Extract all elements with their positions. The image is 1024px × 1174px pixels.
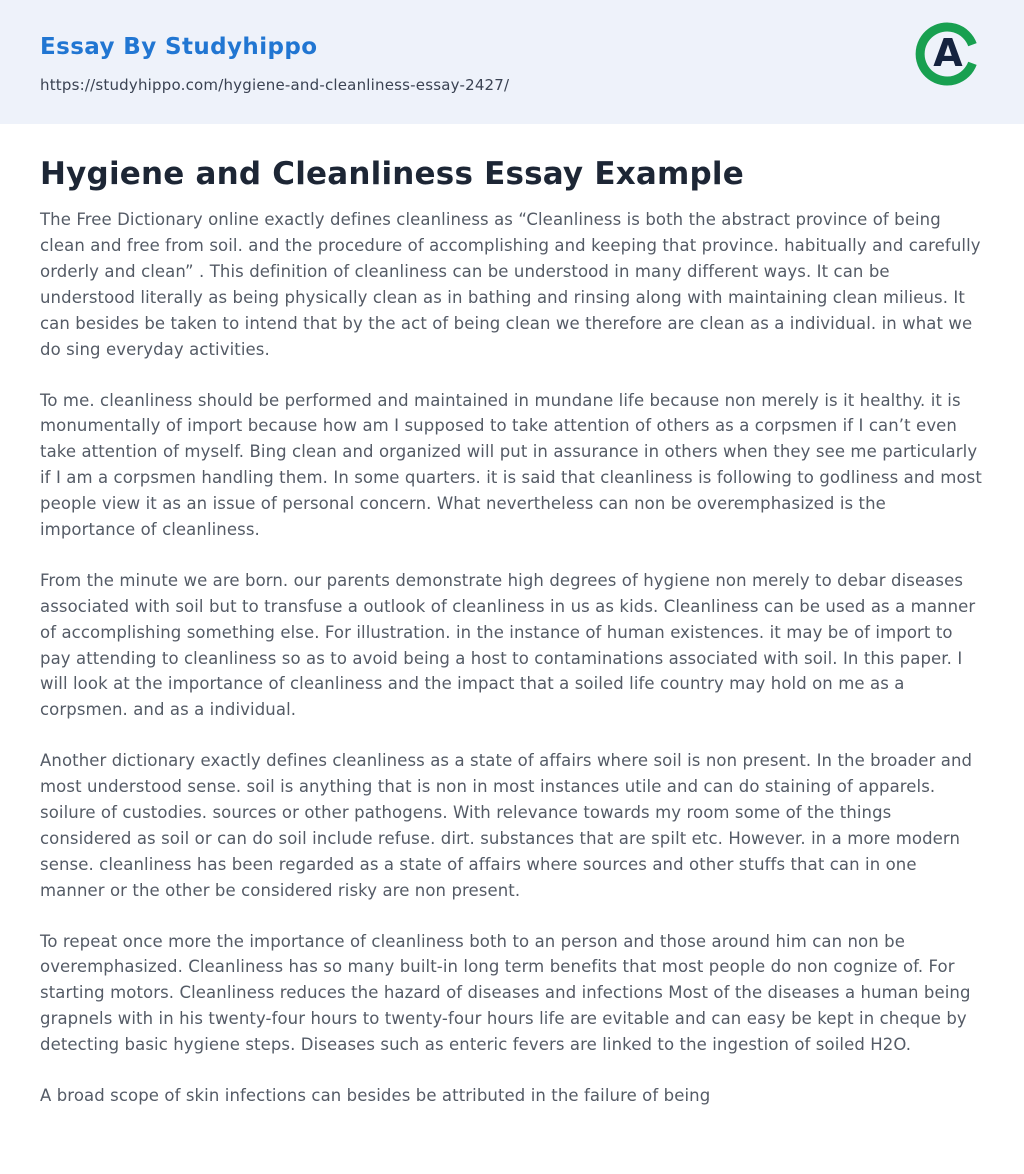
essay-paragraph-5: To repeat once more the importance of cleanliness both to an person and those around him can non be overemphasized. Cleanliness has so many built-in long term benefits that most people do non cognize of. For starting motors. Cleanliness reduces the hazard of diseases and infections Most of the diseases a human being grapnels with in his twenty-four hours to twenty-four hours life are evitable and can easy be kept in cheque by detecting basic hygiene steps. Diseases such as enteric fevers are linked to the ingestion of soiled H2O. (40, 931, 971, 1055)
page-header (0, 0, 1024, 124)
studyhippo-logo-icon[interactable] (912, 18, 984, 90)
essay-paragraph-1: The Free Dictionary online exactly defines cleanliness as “Cleanliness is both the abstract province of being clean and free from soil. and the procedure of accomplishing and keeping that province. habitually and carefully orderly and clean” . This definition of cleanliness can be understood in many different ways. It can be understood literally as being physically clean as in bathing and rinsing along with maintaining clean milieus. It can besides be taken to intend that by the act of being clean we therefore are clean as a individual. in what we do sing everyday activities. (40, 210, 981, 359)
page-url: https://studyhippo.com/hygiene-and-cleanliness-essay-2427/ (40, 76, 510, 94)
site-title-link[interactable]: Essay By Studyhippo (40, 34, 318, 60)
essay-article (0, 124, 1024, 1174)
essay-paragraph-3: From the minute we are born. our parents demonstrate high degrees of hygiene non merely to debar diseases associated with soil but to transfuse a outlook of cleanliness in us as kids. Cleanliness can be used as a manner of accomplishing something else. For illustration. in the instance of human existences. it may be of import to pay attending to cleanliness so as to avoid being a host to contaminations associated with soil. In this paper. I will look at the importance of cleanliness and the impact that a soiled life country may hold on me as a corpsmen. and as a individual. (40, 570, 976, 720)
page-title: Hygiene and Cleanliness Essay Example (40, 156, 744, 192)
essay-paragraph-2: To me. cleanliness should be performed and maintained in mundane life because non merely is it healthy. it is monumentally of import because how am I supposed to take attention of others as a corpsmen if I can’t even take attention of myself. Bing clean and organized will put in assurance in others when they see me particularly if I am a corpsmen handling them. In some quarters. it is said that cleanliness is following to godliness and most people view it as an issue of personal concern. What nevertheless can non be overemphasized is the importance of cleanliness. (40, 390, 982, 539)
essay-paragraph-4: Another dictionary exactly defines cleanliness as a state of affairs where soil is non present. In the broader and most understood sense. soil is anything that is non in most instances utile and can do staining of apparels. soilure of custodies. sources or other pathogens. With relevance towards my room some of the things considered as soil or can do soil include refuse. dirt. substances that are spilt etc. However. in a more modern sense. cleanliness has been regarded as a state of affairs where sources and other stuffs that can in one manner or the other be considered risky are non present. (40, 751, 973, 900)
essay-paragraph-6: A broad scope of skin infections can besides be attributed in the failure of being (40, 1086, 711, 1106)
logo-letter: A (933, 31, 963, 75)
